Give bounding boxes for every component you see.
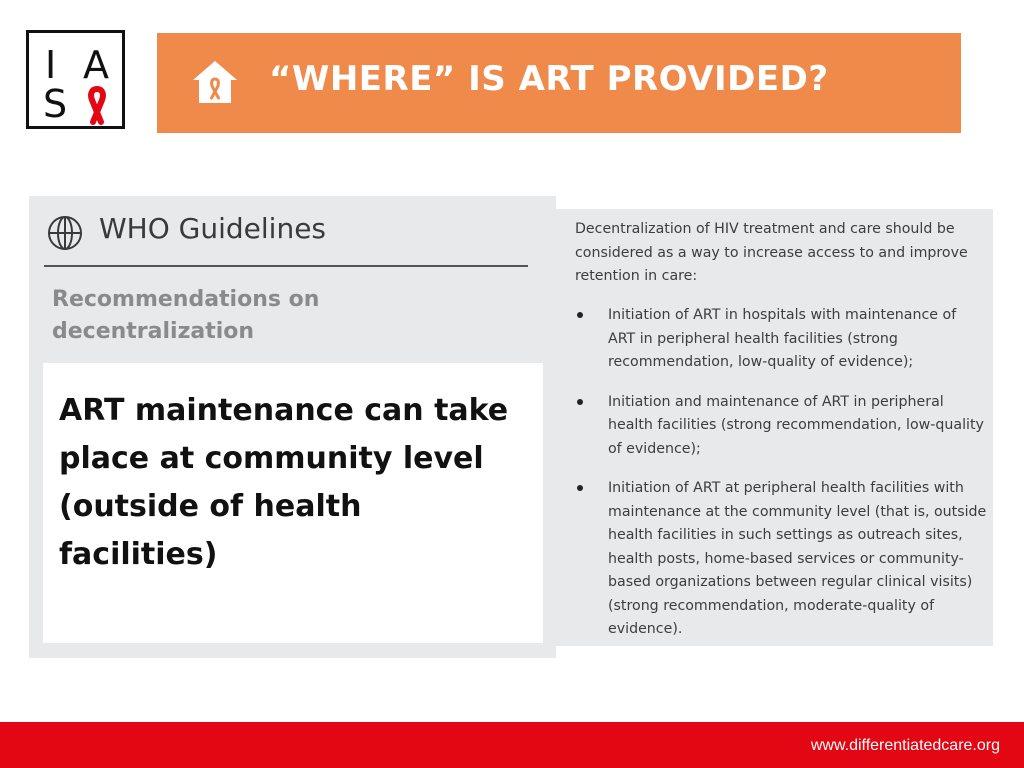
title-banner (157, 33, 961, 133)
heading-divider (44, 265, 528, 267)
footer-bar (0, 722, 1024, 768)
recommendations-subheading: Recommendations on decentralization (52, 287, 320, 344)
bullet-icon (577, 485, 583, 491)
decentralization-intro: Decentralization of HIV treatment and care should be considered as a way to increase access to and improve retention in care: (575, 221, 968, 284)
list-item (575, 304, 987, 375)
callout-text: ART maintenance can take place at community level (outside of health facilities) (59, 393, 509, 572)
footer-url[interactable]: www.differentiatedcare.org (810, 737, 1000, 754)
bullet-icon (577, 399, 583, 405)
bullet-icon (577, 312, 583, 318)
ias-logo (26, 30, 125, 129)
list-item-text: Initiation of ART in hospitals with maintenance of ART in peripheral health facilities (strong recommendation, low-quality of evidence); (608, 307, 957, 370)
recommendations-list (575, 304, 987, 658)
list-item-text: Initiation and maintenance of ART in peripheral health facilities (strong recommendation, low-quality of evidence); (608, 393, 984, 457)
list-item-text: Initiation of ART at peripheral health facilities with maintenance at the community level (that is, outside health facilities in such settings as outreach sites, health posts, home-based services or community-based organizations between regular clinical visits) (strong recommendation, moderate-quality of evidence). (608, 480, 987, 637)
who-guidelines-heading: WHO Guidelines (99, 212, 327, 245)
logo-letter-a: A (83, 43, 109, 87)
key-message-callout (43, 363, 543, 643)
list-item (575, 477, 987, 642)
list-item (575, 391, 987, 462)
logo-letter-i: I (45, 43, 57, 87)
recommendations-panel (556, 209, 993, 646)
page-title: “WHERE” IS ART PROVIDED? (269, 59, 829, 99)
house-ribbon-icon (190, 57, 240, 107)
red-ribbon-icon (83, 85, 111, 125)
globe-icon (46, 214, 84, 252)
logo-letter-s: S (43, 82, 68, 126)
